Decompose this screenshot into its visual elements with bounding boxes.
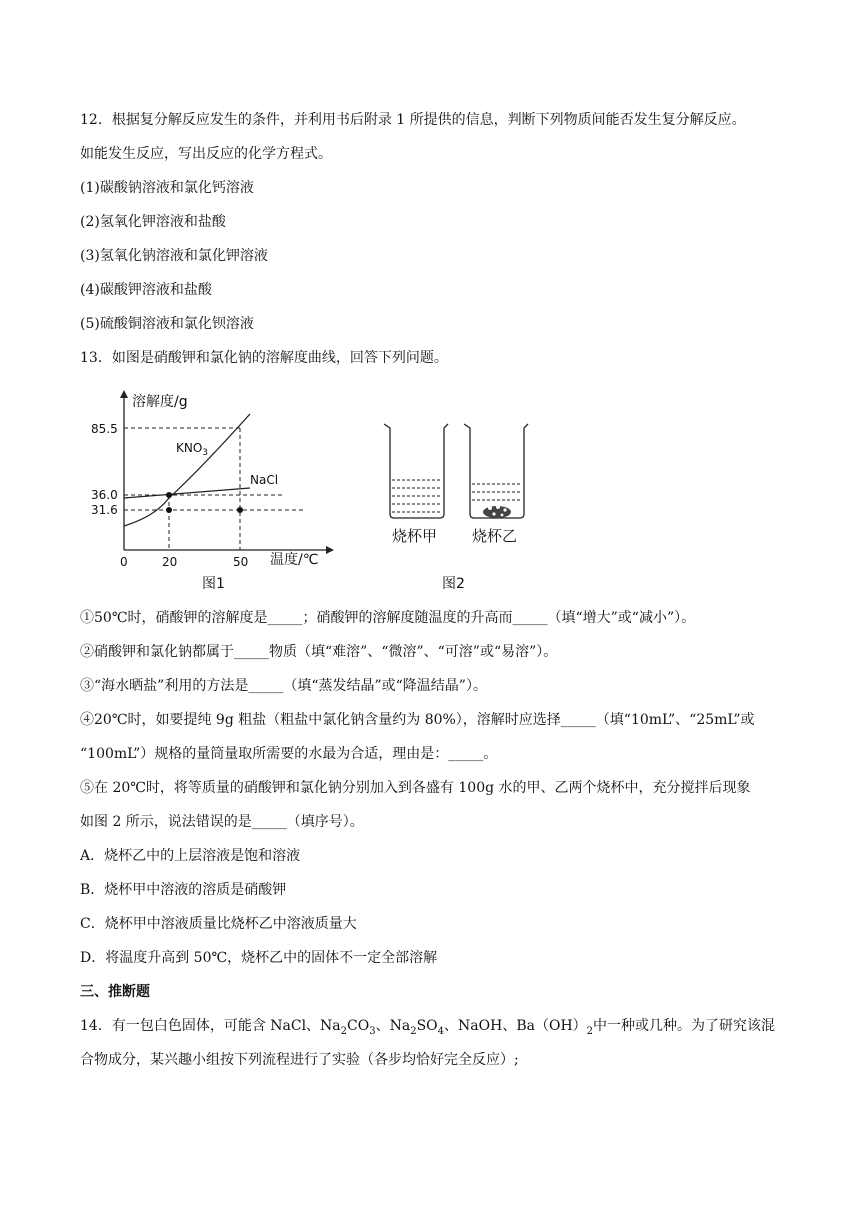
- figure2-caption: 图2: [442, 576, 465, 592]
- q12-item-4: (4)碳酸钾溶液和盐酸: [80, 282, 212, 298]
- beaker-b-label: 烧杯乙: [472, 527, 518, 545]
- q14-line1: 14．有一包白色固体，可能含 NaCl、$Na_2CO_3$、$Na_2SO_4$、NaOH、$Ba(OH)_2$中一种或几种。为了研究该混: [80, 1018, 776, 1037]
- q13-sub5-line1: ⑤在 20℃时，将等质量的硝酸钾和氯化钠分别加入到各盛有 100g 水的甲、乙两个烧杯中，充分搅拌后现象: [80, 780, 751, 796]
- kno3-curve: [124, 414, 250, 526]
- q12-line2: 如能发生反应，写出反应的化学方程式。: [80, 146, 332, 162]
- nacl-label: NaCl: [250, 473, 279, 487]
- point-20-31-6: [166, 507, 172, 513]
- q12-item-3: (3)氢氧化钠溶液和氯化钾溶液: [80, 248, 268, 264]
- point-20-36: [166, 492, 172, 498]
- ytick-85-5: 85.5: [91, 422, 118, 436]
- x-axis-label: 温度/℃: [270, 552, 319, 568]
- xtick-20: 20: [162, 555, 178, 569]
- q13-sub1: ①50℃时，硝酸钾的溶解度是_____；硝酸钾的溶解度随温度的升高而_____（填“增大”或“减小”）。: [80, 610, 696, 626]
- q13-intro: 13．如图是硝酸钾和氯化钠的溶解度曲线，回答下列问题。: [80, 350, 448, 366]
- ytick-36-0: 36.0: [91, 488, 118, 502]
- q12-item-5: (5)硫酸铜溶液和氯化钡溶液: [80, 316, 254, 332]
- beaker-a: [384, 424, 448, 518]
- ytick-31-6: 31.6: [91, 503, 118, 517]
- q13-sub5-line2: 如图 2 所示，说法错误的是_____（填序号）。: [80, 814, 364, 830]
- q13-sub3: ③“海水晒盐”利用的方法是_____（填“蒸发结晶”或“降温结晶”）。: [80, 678, 487, 694]
- beaker-b: [464, 424, 528, 518]
- q12-line1: 12．根据复分解反应发生的条件，并利用书后附录 1 所提供的信息，判断下列物质间能否发生复分解反应。: [80, 112, 746, 128]
- q13-option-d: D．将温度升高到 50℃，烧杯乙中的固体不一定全部溶解: [80, 950, 438, 966]
- q14-line2: 合物成分，某兴趣小组按下列流程进行了实验（各步均恰好完全反应）;: [80, 1052, 519, 1068]
- q12-item-1: (1)碳酸钠溶液和氯化钙溶液: [80, 180, 254, 196]
- x-axis-arrow: [326, 546, 334, 554]
- q13-sub4-line2: “100mL”）规格的量筒量取所需要的水最为合适，理由是：_____。: [80, 746, 498, 762]
- nacl-curve: [124, 488, 250, 498]
- q13-option-b: B．烧杯甲中溶液的溶质是硝酸钾: [80, 882, 287, 898]
- q13-sub4-line1: ④20℃时，如要提纯 9g 粗盐（粗盐中氯化钠含量约为 80%），溶解时应选择_____（填“10mL”、“25mL”或: [80, 712, 755, 728]
- point-50-31-6: [237, 507, 243, 513]
- xtick-50: 50: [233, 555, 249, 569]
- kno3-label: $KNO_3$: [176, 441, 209, 458]
- beaker-a-label: 烧杯甲: [392, 527, 438, 545]
- q13-option-c: C．烧杯甲中溶液质量比烧杯乙中溶液质量大: [80, 916, 357, 932]
- y-axis-arrow: [120, 390, 128, 398]
- q13-option-a: A．烧杯乙中的上层溶液是饱和溶液: [80, 848, 301, 864]
- figure1-solubility-chart: [88, 388, 348, 593]
- xtick-0: 0: [120, 555, 128, 569]
- figure1-caption: 图1: [202, 576, 225, 592]
- figure2-beakers: [378, 418, 538, 593]
- y-axis-label: 溶解度/g: [132, 394, 188, 410]
- section-title-inference: 三、推断题: [80, 984, 150, 1000]
- q12-item-2: (2)氢氧化钾溶液和盐酸: [80, 214, 226, 230]
- q13-sub2: ②硝酸钾和氯化钠都属于_____物质（填“难溶”、“微溶”、“可溶”或“易溶”）。: [80, 644, 558, 660]
